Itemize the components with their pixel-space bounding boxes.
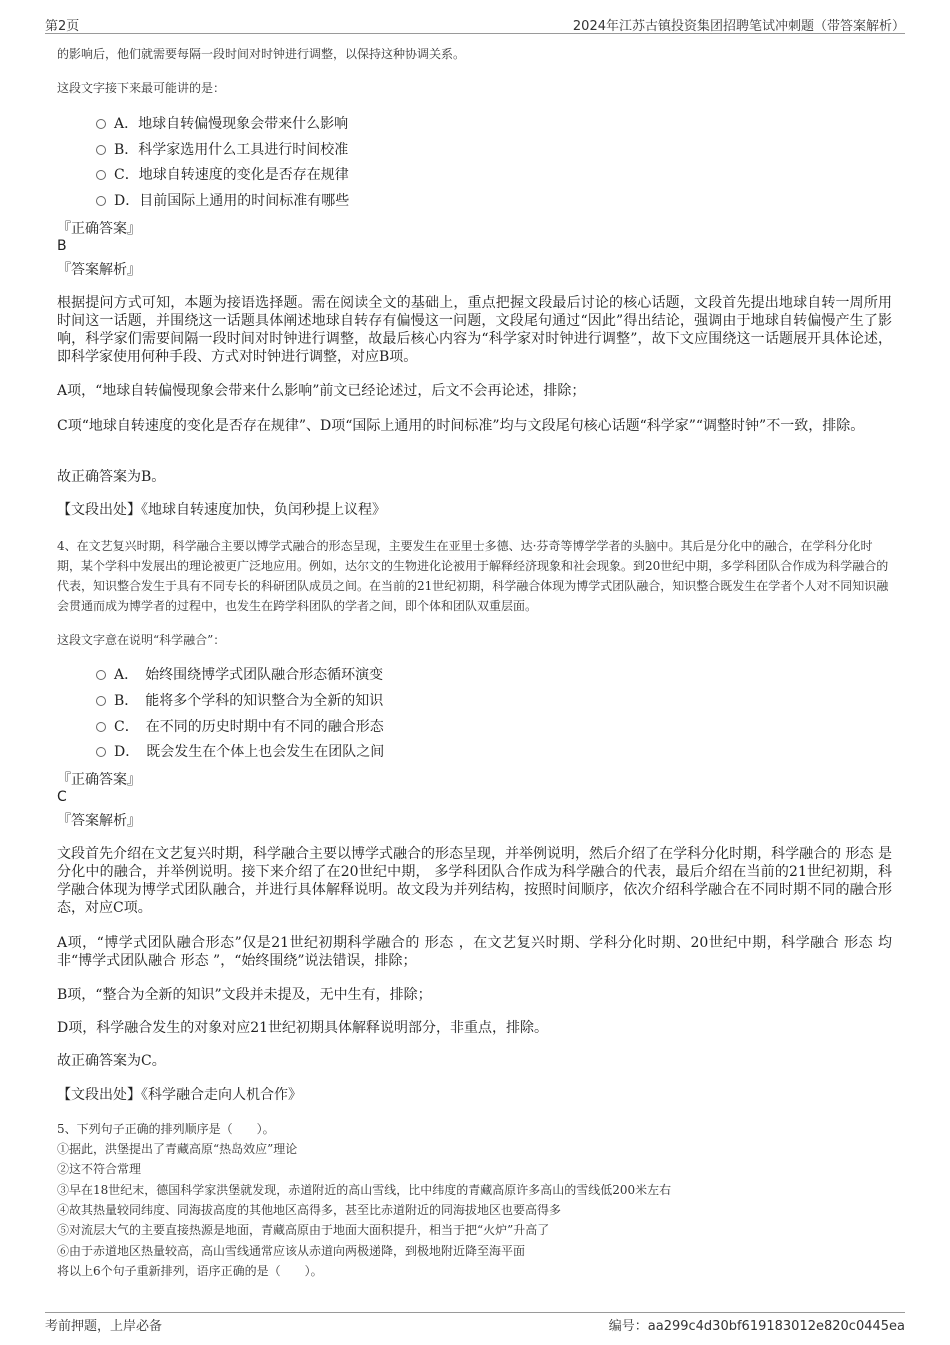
q5-sentence-4: ④故其热量较同纬度、同海拔高度的其他地区高得多，甚至比赤道附近的同海拔地区也要高得多 [57, 1203, 562, 1217]
radio-icon[interactable] [96, 170, 106, 180]
q3-continuation: 的影响后，他们就需要每隔一段时间对时钟进行调整，以保持这种协调关系。 [57, 47, 466, 61]
q4-option-d[interactable]: D． 既会发生在个体上也会发生在团队之间 [96, 743, 384, 761]
q5-sentence-5: ⑤对流层大气的主要直接热源是地面，青藏高原由于地面大面积提升，相当于把“火炉”升高了 [57, 1223, 550, 1237]
q5-sentence-6: ⑥由于赤道地区热量较高，高山雪线通常应该从赤道向两极递降，到极地附近降至海平面 [57, 1244, 526, 1258]
q4-answer: C [57, 789, 67, 805]
q5-question: 将以上6个句子重新排列，语序正确的是（ ）。 [57, 1264, 323, 1278]
q4-source: 【文段出处】《科学融合走向人机合作》 [57, 1087, 302, 1103]
q3-option-c[interactable]: C．地球自转速度的变化是否存在规律 [96, 166, 349, 184]
document-id: 编号：aa299c4d30bf619183012e820c0445ea [608, 1319, 905, 1334]
page-header [45, 13, 905, 34]
radio-icon[interactable] [96, 196, 106, 206]
q3-source: 【文段出处】《地球自转速度加快，负闰秒提上议程》 [57, 502, 386, 518]
q4-option-a[interactable]: A． 始终围绕博学式团队融合形态循环演变 [96, 666, 383, 684]
q5-stem: 5、下列句子正确的排列顺序是（ ）。 [57, 1122, 275, 1136]
q3-answer-label: 『正确答案』 [57, 221, 141, 237]
q4-prompt: 这段文字意在说明“科学融合”： [57, 633, 226, 647]
q5-sentence-1: ①据此，洪堡提出了青藏高原“热岛效应”理论 [57, 1142, 298, 1156]
radio-icon[interactable] [96, 145, 106, 155]
q4-analysis-paragraph: 文段首先介绍在文艺复兴时期，科学融合主要以博学式融合的形态呈现，并举例说明，然后介绍了在学科分化时期，科学融合的 形态 是分化中的融合，并举例说明。接下来介绍了在20世纪中期， 多学科团队合作成为科学融合的代表，最后介绍在当前的21世纪初期，科学融合体现为博学式团队融合，并进行具体解释说明。故文段为并列结构，按照时间顺序，依次介绍科学融合在不同时期不同的融合形态，对应C项。 [57, 846, 892, 916]
q3-analysis-paragraph: 根据提问方式可知，本题为接语选择题。需在阅读全文的基础上，重点把握文段最后讨论的核心话题，文段首先提出地球自转一周所用时间这一话题，并围绕这一话题具体阐述地球自转存有偏慢这一问题，文段尾句通过“因此”得出结论，强调由于地球自转偏慢产生了影响，科学家们需要间隔一段时间对时钟进行调整，故最后核心内容为“科学家对时钟进行调整”，故下文应围绕这一话题展开具体论述，即科学家使用何种手段、方式对时钟进行调整，对应B项。 [57, 295, 892, 365]
q4-analysis-option-d: D项，科学融合发生的对象对应21世纪初期具体解释说明部分，非重点，排除。 [57, 1020, 549, 1036]
radio-icon[interactable] [96, 722, 106, 732]
q4-conclusion: 故正确答案为C。 [57, 1053, 166, 1069]
q3-option-d[interactable]: D．目前国际上通用的时间标准有哪些 [96, 192, 349, 210]
q4-analysis-option-a: A项，“博学式团队融合形态”仅是21世纪初期科学融合的 形态 ，在文艺复兴时期、学科分化时期、20世纪中期，科学融合 形态 均非“博学式团队融合 形态 ”，“始终围绕”说法错误，排除； [57, 935, 892, 969]
q3-option-b[interactable]: B．科学家选用什么工具进行时间校准 [96, 141, 348, 159]
q5-sentence-3: ③早在18世纪末，德国科学家洪堡就发现，赤道附近的高山雪线，比中纬度的青藏高原许多高山的雪线低200米左右 [57, 1183, 672, 1197]
footer-slogan: 考前押题，上岸必备 [45, 1319, 163, 1334]
q4-stem: 4、在文艺复兴时期，科学融合主要以博学式融合的形态呈现，主要发生在亚里士多德、达·芬奇等博学学者的头脑中。其后是分化中的融合，在学科分化时期，某个学科中发展出的理论被更广泛地应用。例如，达尔文的生物进化论被用于解释经济现象和社会现象。到20世纪中期，多学科团队合作成为科学融合的代表，知识整合发生于具有不同专长的科研团队成员之间。在当前的21世纪初期，科学融合体现为博学式团队融合，知识整合既发生在学者个人对不同知识融会贯通而成为博学者的过程中，也发生在跨学科团队的学者之间，即个体和团队双重层面。 [57, 539, 889, 613]
radio-icon[interactable] [96, 747, 106, 757]
q3-analysis-option-cd: C项“地球自转速度的变化是否存在规律”、D项“国际上通用的时间标准”均与文段尾句核心话题“科学家”“调整时钟”不一致，排除。 [57, 418, 865, 434]
q3-prompt: 这段文字接下来最可能讲的是： [57, 81, 226, 95]
q3-option-a[interactable]: A．地球自转偏慢现象会带来什么影响 [96, 115, 348, 133]
radio-icon[interactable] [96, 119, 106, 129]
q3-answer: B [57, 238, 67, 254]
q4-analysis-label: 『答案解析』 [57, 813, 141, 829]
q4-option-c[interactable]: C． 在不同的历史时期中有不同的融合形态 [96, 718, 384, 736]
page-footer [45, 1312, 905, 1333]
document-title: 2024年江苏古镇投资集团招聘笔试冲刺题（带答案解析） [572, 19, 905, 34]
radio-icon[interactable] [96, 670, 106, 680]
q4-option-b[interactable]: B． 能将多个学科的知识整合为全新的知识 [96, 692, 383, 710]
q3-analysis-label: 『答案解析』 [57, 262, 141, 278]
q5-sentence-2: ②这不符合常理 [57, 1162, 142, 1176]
q4-answer-label: 『正确答案』 [57, 772, 141, 788]
q3-analysis-option-a: A项，“地球自转偏慢现象会带来什么影响”前文已经论述过，后文不会再论述，排除； [57, 383, 586, 399]
q4-analysis-option-b: B项，“整合为全新的知识”文段并未提及，无中生有，排除； [57, 987, 432, 1003]
q3-conclusion: 故正确答案为B。 [57, 469, 166, 485]
page-number: 第2页 [45, 19, 80, 34]
radio-icon[interactable] [96, 696, 106, 706]
